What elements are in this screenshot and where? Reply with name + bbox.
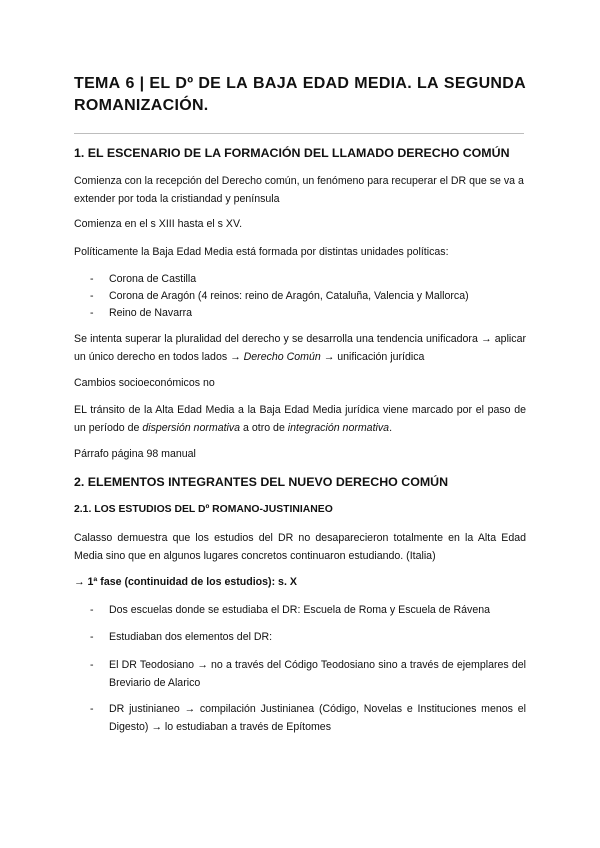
paragraph: Cambios socioeconómicos no xyxy=(74,377,215,389)
list-item-text: DR justinianeo → compilación Justinianea (Código, Novelas e Instituciones menos el Digesto) → lo estudiaban a través de Epítomes xyxy=(109,703,526,733)
emphasis-text: Derecho Común xyxy=(243,351,321,363)
paragraph-text: . xyxy=(389,422,393,434)
paragraph: Comienza con la recepción del Derecho común, un fenómeno para recuperar el DR que se va a extender por toda la cristiandad y península xyxy=(74,175,524,205)
list-item xyxy=(90,270,526,288)
title-word: LA xyxy=(416,75,439,92)
subsection-heading: 2.1. LOS ESTUDIOS DEL Dº ROMANO-JUSTINIANEO xyxy=(74,504,333,515)
paragraph xyxy=(74,401,526,437)
list-dash: - xyxy=(90,273,94,285)
list-dash: - xyxy=(90,659,94,671)
list-item-text: Corona de Castilla xyxy=(109,273,197,285)
phase-line xyxy=(74,573,526,591)
paragraph-text: EL tránsito de la Alta Edad Media a la Baja Edad Media jurídica viene marcado por el paso de un período de xyxy=(74,404,526,434)
emphasis-text: dispersión normativa xyxy=(142,422,241,434)
list-item-text: Reino de Navarra xyxy=(109,307,193,319)
paragraph: Calasso demuestra que los estudios del DR no desaparecieron totalmente en la Alta Edad Media sino que en algunos lugares concretos continuaron estudiando. (Italia) xyxy=(74,532,526,562)
title-word: LA xyxy=(226,75,249,92)
list-item xyxy=(90,287,526,305)
title-word: BAJA xyxy=(253,75,298,92)
document-title xyxy=(74,73,526,117)
section-2-heading: 2. ELEMENTOS INTEGRANTES DEL NUEVO DERECHO COMÚN xyxy=(74,475,449,489)
emphasis-text: integración normativa xyxy=(287,422,390,434)
paragraph: Párrafo página 98 manual xyxy=(74,448,196,460)
list-item xyxy=(90,700,526,736)
list-item-text: Dos escuelas donde se estudiaba el DR: Escuela de Roma y Escuela de Rávena xyxy=(109,604,491,616)
list-item xyxy=(90,628,526,646)
title-word: MEDIA. xyxy=(354,75,413,92)
title-divider xyxy=(74,133,524,134)
list-dash: - xyxy=(90,290,94,302)
title-word: EL xyxy=(149,75,171,92)
paragraph-text: → unificación jurídica xyxy=(320,351,425,363)
title-word: DE xyxy=(198,75,222,92)
list-item-text: Estudiaban dos elementos del DR: xyxy=(109,631,273,643)
title-word: SEGUNDA xyxy=(443,75,526,92)
phase-text: → 1ª fase (continuidad de los estudios): s. X xyxy=(74,576,297,588)
paragraph-text: a otro de xyxy=(240,422,288,434)
list-item-text: Corona de Aragón (4 reinos: reino de Aragón, Cataluña, Valencia y Mallorca) xyxy=(109,290,469,302)
title-word: EDAD xyxy=(302,75,350,92)
list-item xyxy=(90,304,526,322)
title-word: TEMA xyxy=(74,75,121,92)
list-dash: - xyxy=(90,631,94,643)
title-word: Dº xyxy=(175,75,194,92)
title-line-2: ROMANIZACIÓN. xyxy=(74,97,209,114)
list-dash: - xyxy=(90,307,94,319)
title-word: 6 xyxy=(125,75,135,92)
paragraph: Comienza en el s XIII hasta el s XV. xyxy=(74,218,243,230)
section-1-heading: 1. EL ESCENARIO DE LA FORMACIÓN DEL LLAMADO DERECHO COMÚN xyxy=(74,146,510,160)
list-item-text: El DR Teodosiano → no a través del Código Teodosiano sino a través de ejemplares del Breviario de Alarico xyxy=(109,659,526,689)
list-item xyxy=(90,656,526,692)
title-word: | xyxy=(139,75,145,92)
list-dash: - xyxy=(90,703,94,715)
paragraph-text: Se intenta superar la pluralidad del derecho y se desarrolla una tendencia unificadora → aplicar un único derecho en todos lados → xyxy=(74,333,526,363)
title-line-1 xyxy=(74,73,526,95)
paragraph: Políticamente la Baja Edad Media está formada por distintas unidades políticas: xyxy=(74,246,449,258)
paragraph xyxy=(74,330,526,366)
list-item xyxy=(90,601,526,619)
list-dash: - xyxy=(90,604,94,616)
